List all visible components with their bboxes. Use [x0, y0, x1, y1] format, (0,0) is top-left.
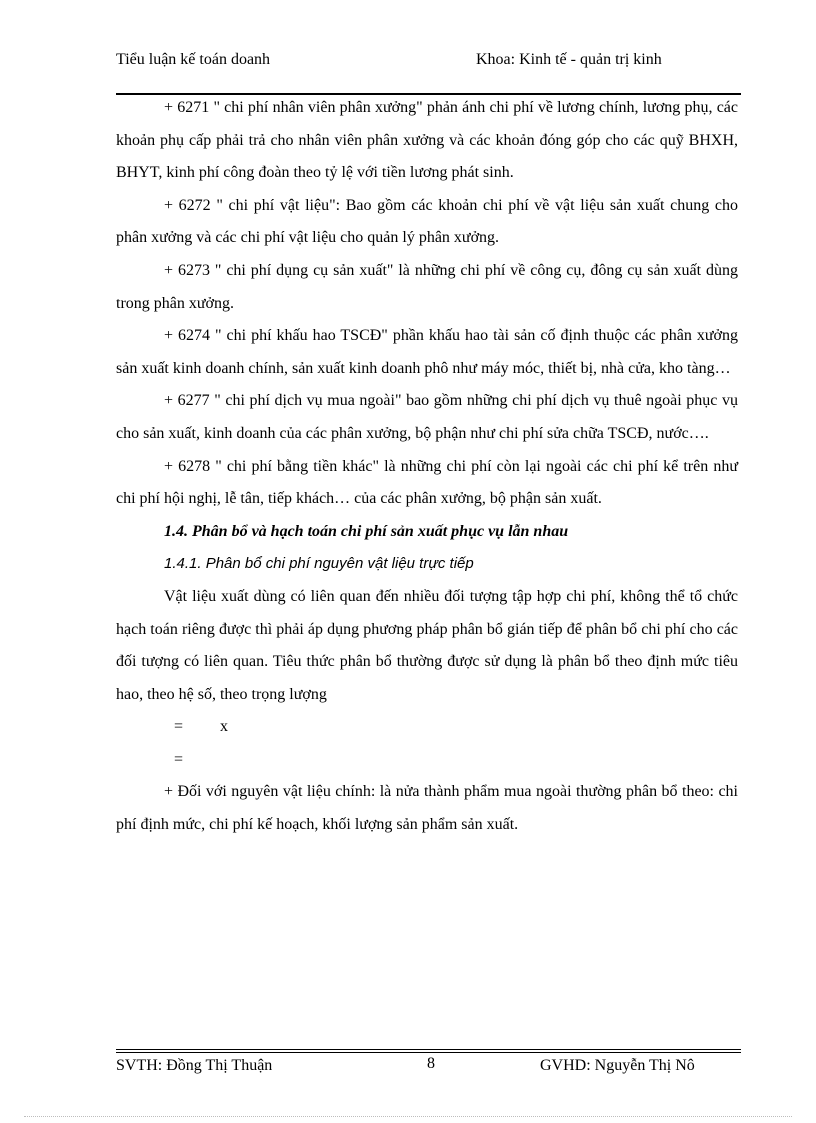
formula-multiply: x [220, 718, 228, 736]
paragraph-6271: + 6271 " chi phí nhân viên phân xưởng" phản ánh chi phí về lương chính, lương phụ, các khoản phụ cấp phải trả cho nhân viên phân xưởng và các khoản đóng góp cho các quỹ BHXH, BHYT, kinh phí công đoàn theo tỷ lệ với tiền lương phát sinh. [116, 99, 738, 182]
formula-line-1 [116, 711, 738, 744]
paragraph-6274: + 6274 " chi phí khấu hao TSCĐ" phần khấu hao tài sản cố định thuộc các phân xưởng sản xuất kinh doanh chính, sản xuất kinh doanh phô như máy móc, thiết bị, nhà cửa, kho tàng… [116, 327, 738, 377]
formula-equals-2: = [174, 750, 184, 768]
formula-line-2 [116, 744, 738, 777]
paragraph-6273: + 6273 " chi phí dụng cụ sản xuất" là những chi phí về công cụ, đông cụ sản xuất dùng trong phân xưởng. [116, 261, 738, 312]
page-header [116, 50, 741, 92]
footer-divider-top [116, 1049, 741, 1050]
footer-supervisor: GVHD: Nguyễn Thị Nô [540, 1057, 695, 1074]
page-footer [116, 1054, 741, 1076]
document-body [116, 92, 738, 842]
section-heading: 1.4. Phân bổ và hạch toán chi phí sản xuất phục vụ lẫn nhau [164, 522, 569, 540]
paragraph-6278: + 6278 " chi phí bằng tiền khác" là những chi phí còn lại ngoài các chi phí kể trên như chi phí hội nghị, lễ tân, tiếp khách… của các phân xưởng, bộ phận sản xuất. [116, 457, 738, 508]
subsection-heading: 1.4.1. Phân bổ chi phí nguyên vật liệu trực tiếp [164, 555, 474, 573]
header-right-text: Khoa: Kinh tế - quản trị kinh [476, 51, 662, 68]
paragraph-6277: + 6277 " chi phí dịch vụ mua ngoài" bao gồm những chi phí dịch vụ thuê ngoài phục vụ cho sản xuất, kinh doanh của các phân xưởng, bộ phận như chi phí sửa chữa TSCĐ, nước…. [116, 392, 738, 442]
paragraph-6272: + 6272 " chi phí vật liệu": Bao gồm các khoản chi phí về vật liệu sản xuất chung cho phân xưởng và các chi phí vật liệu cho quản lý phân xưởng. [116, 196, 738, 247]
paragraph-main-material: + Đối với nguyên vật liệu chính: là nửa thành phẩm mua ngoài thường phân bổ theo: chi phí định mức, chi phí kế hoạch, khối lượng sản phẩm sản xuất. [116, 783, 738, 834]
page-bottom-border [24, 1116, 792, 1117]
page-number: 8 [427, 1055, 435, 1072]
header-left-text: Tiểu luận kế toán doanh [116, 51, 271, 68]
paragraph-allocation: Vật liệu xuất dùng có liên quan đến nhiều đối tượng tập hợp chi phí, không thể tổ chức hạch toán riêng được thì phải áp dụng phương pháp phân bổ gián tiếp để phân bổ chi phí cho các đối tượng có liên quan. Tiêu thức phân bổ thường được sử dụng là phân bổ theo định mức tiêu hao, theo hệ số, theo trọng lượng [116, 587, 738, 703]
footer-student: SVTH: Đồng Thị Thuận [116, 1057, 273, 1074]
footer-divider-bottom [116, 1052, 741, 1053]
formula-equals-1: = [174, 718, 184, 736]
